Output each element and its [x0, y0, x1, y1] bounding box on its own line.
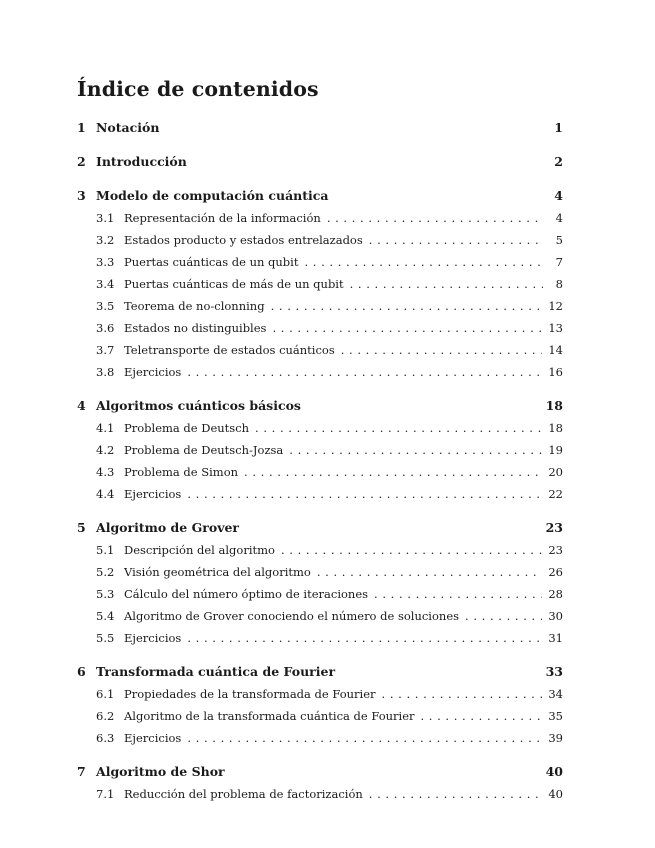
chapter-title: Introducción	[96, 154, 187, 169]
section-page-number: 16	[548, 365, 563, 379]
chapter-number: 4	[77, 398, 86, 413]
section-page-number: 30	[548, 609, 563, 623]
toc-section-entry[interactable]	[96, 609, 563, 625]
chapter-page-number: 18	[545, 398, 563, 413]
chapter-page-number: 1	[554, 120, 563, 135]
dot-leader	[281, 543, 542, 557]
toc-section-entry[interactable]	[96, 211, 563, 227]
dot-leader	[187, 487, 542, 501]
section-page-number: 12	[548, 299, 563, 313]
section-number: 6.1	[96, 687, 115, 701]
chapter-title: Notación	[96, 120, 160, 135]
dot-leader	[369, 233, 543, 247]
section-title: Algoritmo de Grover conociendo el número de soluciones	[124, 609, 460, 623]
dot-leader	[244, 465, 542, 479]
dot-leader	[289, 443, 542, 457]
dot-leader	[327, 211, 543, 225]
section-number: 6.3	[96, 731, 115, 745]
dot-leader	[465, 609, 542, 623]
section-title: Descripción del algoritmo	[124, 543, 275, 557]
chapter-number: 2	[77, 154, 86, 169]
dot-leader	[374, 587, 542, 601]
section-page-number: 28	[548, 587, 563, 601]
section-page-number: 4	[555, 211, 563, 225]
chapter-number: 6	[77, 664, 86, 679]
section-number: 6.2	[96, 709, 115, 723]
section-page-number: 18	[548, 421, 563, 435]
section-page-number: 31	[548, 631, 563, 645]
section-number: 5.2	[96, 565, 115, 579]
section-page-number: 39	[548, 731, 563, 745]
section-title: Problema de Deutsch-Jozsa	[124, 443, 284, 457]
section-title: Teorema de no-clonning	[124, 299, 265, 313]
section-page-number: 40	[548, 787, 563, 801]
toc-chapter-entry[interactable]	[77, 520, 563, 538]
section-number: 3.8	[96, 365, 115, 379]
section-page-number: 35	[548, 709, 563, 723]
toc-chapter-entry[interactable]	[77, 764, 563, 782]
section-page-number: 26	[548, 565, 563, 579]
section-page-number: 34	[548, 687, 563, 701]
dot-leader	[317, 565, 543, 579]
dot-leader	[187, 631, 542, 645]
toc-section-entry[interactable]	[96, 465, 563, 481]
chapter-title: Algoritmo de Grover	[96, 520, 239, 535]
section-page-number: 19	[548, 443, 563, 457]
chapter-number: 7	[77, 764, 86, 779]
section-number: 3.5	[96, 299, 115, 313]
section-number: 5.1	[96, 543, 115, 557]
toc-section-entry[interactable]	[96, 277, 563, 293]
section-number: 3.7	[96, 343, 115, 357]
chapter-number: 1	[77, 120, 86, 135]
section-page-number: 22	[548, 487, 563, 501]
toc-section-entry[interactable]	[96, 321, 563, 337]
dot-leader	[304, 255, 543, 269]
section-title: Cálculo del número óptimo de iteraciones	[124, 587, 369, 601]
toc-chapter-entry[interactable]	[77, 664, 563, 682]
section-number: 3.4	[96, 277, 115, 291]
dot-leader	[421, 709, 543, 723]
section-title: Propiedades de la transformada de Fourier	[124, 687, 376, 701]
chapter-page-number: 33	[545, 664, 563, 679]
chapter-title: Algoritmo de Shor	[96, 764, 225, 779]
chapter-number: 5	[77, 520, 86, 535]
toc-section-entry[interactable]	[96, 299, 563, 315]
toc-section-entry[interactable]	[96, 731, 563, 747]
toc-section-entry[interactable]	[96, 709, 563, 725]
chapter-number: 3	[77, 188, 86, 203]
dot-leader	[271, 299, 543, 313]
toc-chapter-entry[interactable]	[77, 154, 563, 172]
dot-leader	[382, 687, 543, 701]
toc-section-entry[interactable]	[96, 787, 563, 803]
section-number: 5.4	[96, 609, 115, 623]
toc-section-entry[interactable]	[96, 565, 563, 581]
section-number: 5.3	[96, 587, 115, 601]
toc-section-entry[interactable]	[96, 487, 563, 503]
section-number: 4.4	[96, 487, 115, 501]
toc-section-entry[interactable]	[96, 543, 563, 559]
section-page-number: 14	[548, 343, 563, 357]
chapter-page-number: 23	[545, 520, 563, 535]
toc-section-entry[interactable]	[96, 365, 563, 381]
section-number: 4.3	[96, 465, 115, 479]
toc-title: Índice de contenidos	[77, 77, 319, 101]
section-title: Reducción del problema de factorización	[124, 787, 363, 801]
section-number: 4.1	[96, 421, 115, 435]
section-title: Visión geométrica del algoritmo	[124, 565, 311, 579]
toc-section-entry[interactable]	[96, 687, 563, 703]
chapter-page-number: 2	[554, 154, 563, 169]
toc-section-entry[interactable]	[96, 587, 563, 603]
section-page-number: 7	[555, 255, 563, 269]
section-number: 3.2	[96, 233, 115, 247]
section-title: Puertas cuánticas de más de un qubit	[124, 277, 344, 291]
section-page-number: 23	[548, 543, 563, 557]
dot-leader	[187, 365, 542, 379]
section-title: Problema de Simon	[124, 465, 239, 479]
section-number: 3.3	[96, 255, 115, 269]
toc-section-entry[interactable]	[96, 255, 563, 271]
section-page-number: 13	[548, 321, 563, 335]
toc-section-entry[interactable]	[96, 443, 563, 459]
dot-leader	[272, 321, 542, 335]
chapter-page-number: 4	[554, 188, 563, 203]
section-title: Estados producto y estados entrelazados	[124, 233, 363, 247]
section-number: 4.2	[96, 443, 115, 457]
section-title: Puertas cuánticas de un qubit	[124, 255, 299, 269]
section-title: Ejercicios	[124, 631, 182, 645]
section-title: Estados no distinguibles	[124, 321, 267, 335]
section-title: Algoritmo de la transformada cuántica de Fourier	[124, 709, 415, 723]
dot-leader	[369, 787, 543, 801]
toc-section-entry[interactable]	[96, 343, 563, 359]
chapter-title: Algoritmos cuánticos básicos	[96, 398, 301, 413]
section-page-number: 20	[548, 465, 563, 479]
dot-leader	[255, 421, 542, 435]
dot-leader	[341, 343, 543, 357]
toc-section-entry[interactable]	[96, 421, 563, 437]
toc-chapter-entry[interactable]	[77, 120, 563, 138]
section-title: Representación de la información	[124, 211, 321, 225]
dot-leader	[187, 731, 542, 745]
section-number: 7.1	[96, 787, 115, 801]
section-title: Ejercicios	[124, 731, 182, 745]
chapter-title: Transformada cuántica de Fourier	[96, 664, 336, 679]
section-number: 5.5	[96, 631, 115, 645]
section-title: Problema de Deutsch	[124, 421, 250, 435]
toc-chapter-entry[interactable]	[77, 398, 563, 416]
chapter-title: Modelo de computación cuántica	[96, 188, 329, 203]
toc-chapter-entry[interactable]	[77, 188, 563, 206]
section-page-number: 5	[555, 233, 563, 247]
section-page-number: 8	[555, 277, 563, 291]
dot-leader	[350, 277, 543, 291]
toc-section-entry[interactable]	[96, 631, 563, 647]
section-title: Ejercicios	[124, 365, 182, 379]
section-number: 3.6	[96, 321, 115, 335]
section-number: 3.1	[96, 211, 115, 225]
section-title: Ejercicios	[124, 487, 182, 501]
toc-section-entry[interactable]	[96, 233, 563, 249]
chapter-page-number: 40	[545, 764, 563, 779]
section-title: Teletransporte de estados cuánticos	[124, 343, 335, 357]
